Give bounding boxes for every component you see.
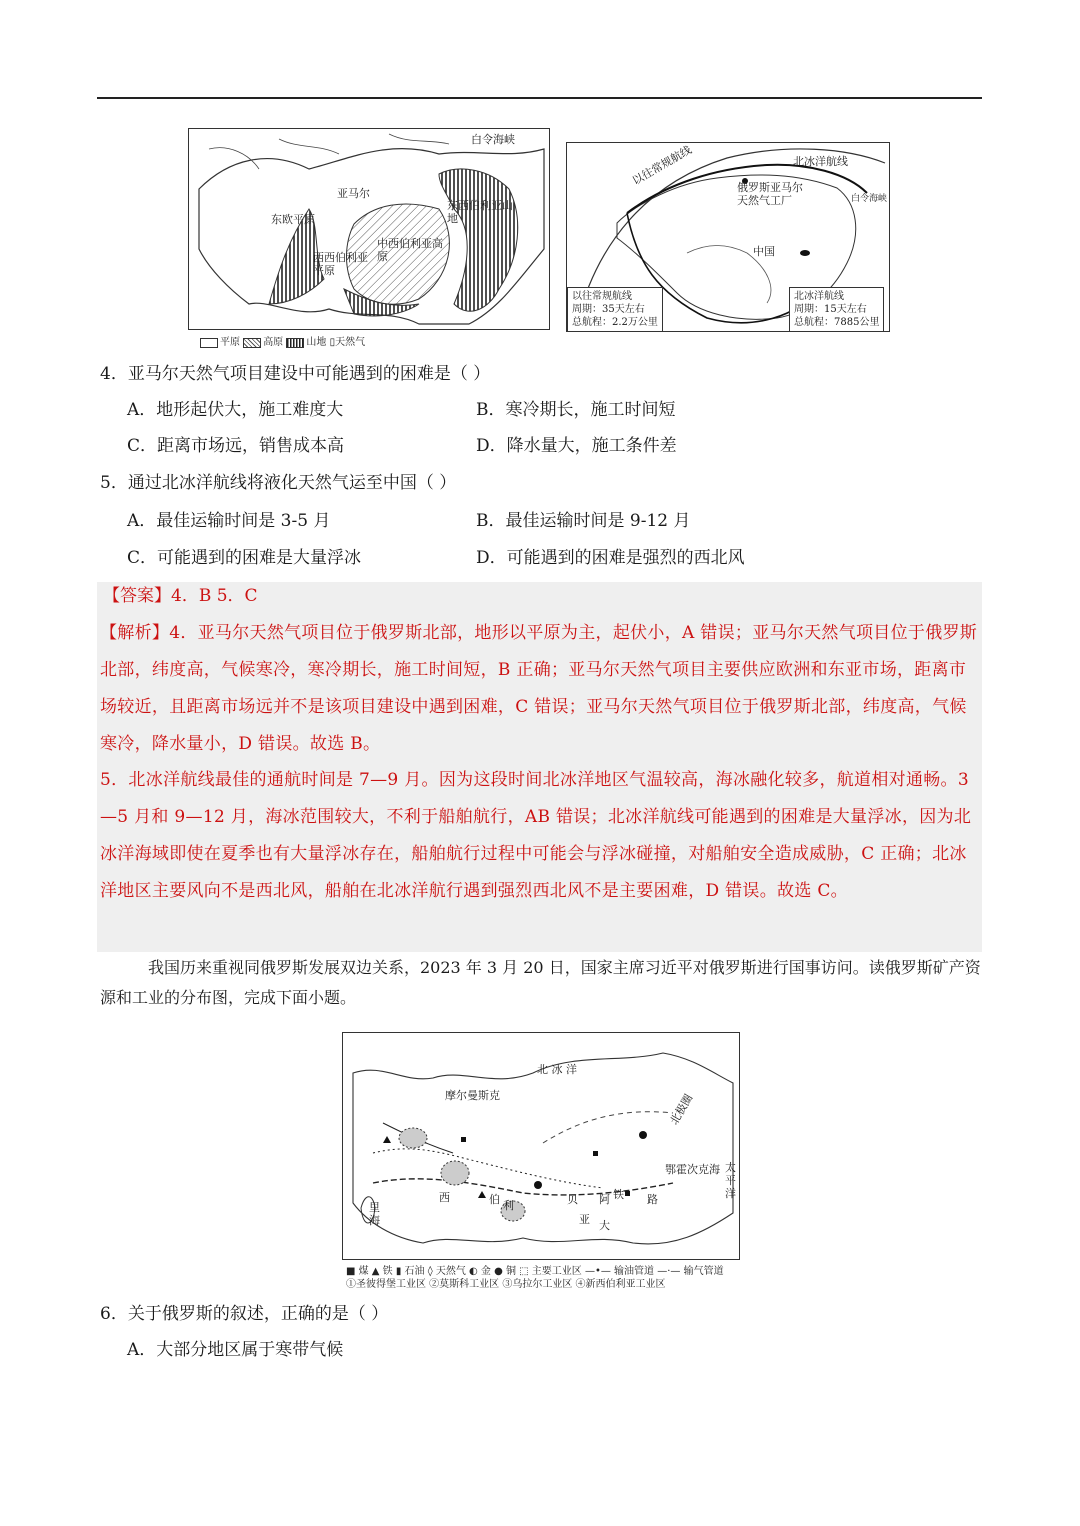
label-strait: 白令海峡 [851,194,888,204]
label-rail-lu: 路 [647,1193,658,1206]
legend-mountain: 山地 [306,337,327,348]
explanation-q5: 5．北冰洋航线最佳的通航时间是 7—9 月。因为这段时间北冰洋地区气温较高，海冰融化较多，航道相对通畅。3—5 月和 9—12 月，海冰范围较大，不利于船舶航行，AB 错误；北冰洋航线可能遇到的困难是大量浮冰，因为北冰洋海域即使在夏季也有大量浮冰存在，船舶航行过程中可能会与浮冰碰撞，对船舶安全造成威胁，C 正确；北冰洋地区主要风向不是西北风，船舶在北冰洋航行遇到强烈西北风不是主要困难，D 错误。故选 C。 [100,770,972,901]
plateau-swatch [243,338,261,348]
gas-icon: ▯ [329,337,336,348]
label-arctic-ocean: 北 冰 洋 [537,1063,577,1076]
label-west-siberia-plain: 西西伯利亚平原 [313,251,368,277]
arctic-route-period: 周期：15天左右 [794,304,867,315]
industry-legend-row-2: ①圣彼得堡工业区 ②莫斯科工业区 ③乌拉尔工业区 ④新西伯利亚工业区 [346,1279,666,1290]
label-bering-strait: 白令海峡 [471,133,515,146]
explanation-q4: 【解析】4．亚马尔天然气项目位于俄罗斯北部，地形以平原为主，起伏小，A 错误；亚马尔天然气项目位于俄罗斯北部，纬度高，气候寒冷，寒冷期长，施工时间短，B 正确；亚马尔天然气项目主要供应欧洲和东亚市场，距离市场较近，且距离市场远并不是该项目建设中遇到困难，C 错误；亚马尔天然气项目位于俄罗斯北部，纬度高，气候寒冷，降水量小，D 错误。故选 B。 [100,623,978,754]
industry-legend-row-1: ■ 煤 ▲ 铁 ▮ 石油 ◊ 天然气 ◐ 金 ● 铜 ⬚ 主要工业区 —•— 输油管道 —·— 输气管道 [346,1266,724,1277]
q4-option-b: B．寒冷期长，施工时间短 [476,400,676,420]
arctic-route-title: 北冰洋航线 [794,291,844,302]
legend-plain: 平原 [220,337,240,348]
label-rail-li: 利 [503,1199,514,1212]
q4-option-c: C．距离市场远，销售成本高 [127,436,345,456]
mountain-swatch [286,338,304,348]
question-6-stem: 6．关于俄罗斯的叙述，正确的是（ ） [100,1304,389,1324]
terrain-map-drawing [189,129,549,329]
regular-route-distance: 总航程：2.2万公里 [572,317,658,328]
label-rail-da: 大 [599,1219,610,1232]
arctic-route-info-box [789,287,884,332]
plain-swatch [200,338,218,348]
label-okhotsk-sea: 鄂霍次克海 [665,1163,720,1176]
q4-option-a: A．地形起伏大，施工难度大 [127,400,344,420]
label-central-siberia-plateau: 中西伯利亚高原 [377,237,443,263]
label-rail-bo: 伯 [489,1193,500,1206]
terrain-legend [200,333,365,348]
q5-option-c: C．可能遇到的困难是大量浮冰 [127,548,362,568]
regular-route-title: 以往常规航线 [572,291,632,302]
label-caspian: 里海 [369,1201,380,1227]
shipping-route-map [566,142,890,332]
label-regular-route: 以往常规航线 [630,143,694,188]
label-arctic-circle: 北极圈 [667,1091,696,1128]
header-rule [97,97,982,99]
russia-industry-map [342,1032,740,1260]
label-rail-tie: 铁 [613,1188,624,1201]
question-5-stem: 5．通过北冰洋航线将液化天然气运至中国（ ） [100,473,457,493]
label-rail-bai: 贝 [567,1193,578,1206]
label-yamal-plant: 俄罗斯亚马尔天然气工厂 [737,181,803,207]
label-murmansk: 摩尔曼斯克 [445,1089,500,1102]
q5-option-b: B．最佳运输时间是 9-12 月 [476,511,691,531]
label-rail-a: 阿 [599,1193,610,1206]
label-rail-xi: 西 [439,1191,450,1204]
label-pacific: 太平洋 [725,1161,736,1200]
q5-option-d: D．可能遇到的困难是强烈的西北风 [476,548,745,568]
q4-option-d: D．降水量大，施工条件差 [476,436,677,456]
regular-route-info-box [567,287,663,332]
label-east-siberia-mountains: 东西伯利亚山地 [447,199,513,225]
q6-option-a: A．大部分地区属于寒带气候 [127,1340,344,1360]
label-arctic-route: 北冰洋航线 [793,155,848,168]
label-china: 中国 [753,245,775,258]
arctic-route-distance: 总航程：7885公里 [794,317,880,328]
russia-terrain-map [188,128,550,330]
legend-plateau: 高原 [263,337,284,348]
q5-option-a: A．最佳运输时间是 3-5 月 [127,511,331,531]
question-4-stem: 4．亚马尔天然气项目建设中可能遇到的困难是（ ） [100,364,491,384]
legend-gas: 天然气 [335,337,366,348]
answer-line: 【答案】4．B 5．C [103,586,258,606]
label-rail-ya: 亚 [579,1213,590,1226]
regular-route-period: 周期：35天左右 [572,304,645,315]
intro-paragraph: 我国历来重视同俄罗斯发展双边关系，2023 年 3 月 20 日，国家主席习近平对俄罗斯进行国事访问。读俄罗斯矿产资源和工业的分布图，完成下面小题。 [100,958,981,1007]
label-yamal: 亚马尔 [337,187,370,200]
label-east-europe-plain: 东欧平原 [271,213,315,226]
